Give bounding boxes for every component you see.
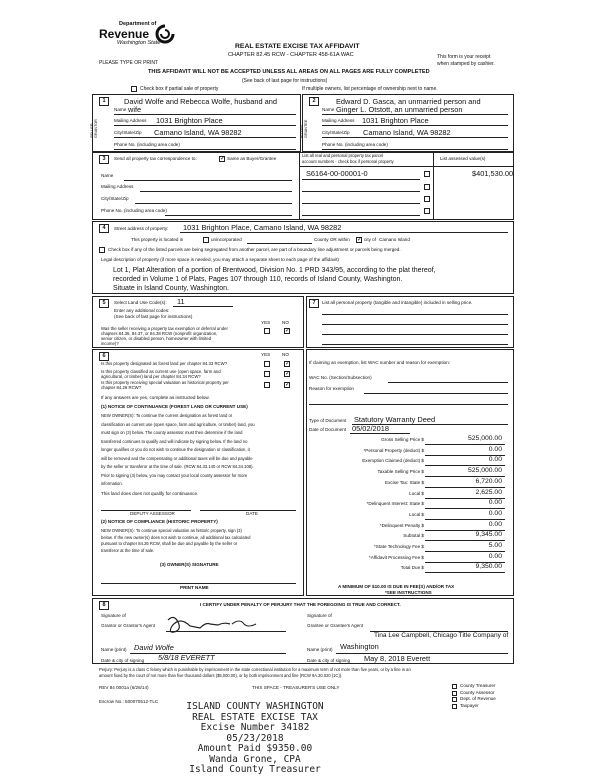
exemption-yes-checkbox[interactable] [264, 328, 270, 334]
if-any-yes-note: If any answers are yes, complete as instructed below. [101, 395, 210, 400]
continuance-line: Prior to signing (3) below, you may contact your local county assessor for more [101, 472, 248, 478]
section-7-number: 7 [309, 299, 319, 308]
same-as-buyer-checkbox[interactable]: ✓ [220, 156, 226, 162]
tax-row-value[interactable]: 0.00 [488, 456, 502, 464]
tax-row-value[interactable]: 0.00 [488, 445, 502, 453]
assessed-value-header: List assessed value(s) [440, 156, 486, 161]
dor-logo [97, 22, 187, 60]
seller-name-label: Name [114, 107, 127, 112]
forest-yes-checkbox[interactable] [264, 361, 270, 367]
receipt-line1: This form is your receipt [437, 54, 491, 60]
current-use-q2: agricultural, or timber) land per chapter 84.34 RCW? [101, 374, 201, 379]
escrow-number: Escrow No.: 500070512-TLC [99, 699, 159, 704]
continuance-line: NEW OWNER(S): To continue the current designation as forest land or [101, 413, 233, 418]
legal-description-label: Legal description of property (if more space is needed, you may attach a separate sheet to each page of the affidavit) [101, 257, 339, 262]
parcel-4-checkbox[interactable] [424, 208, 430, 214]
section-8-number: 8 [99, 601, 109, 610]
street-address[interactable]: 1031 Brighton Place, Camano Island, WA 98282 [183, 223, 342, 232]
reason-label: Reason for exemption [309, 386, 354, 391]
perjury-line1: Perjury: Perjury is a class C felony which is punishable by imprisonment in the state correctional institution for a maximum term of not more than five years, or by a fine in an [99, 667, 411, 672]
print-note: PLEASE TYPE OR PRINT [99, 60, 159, 66]
continuance-line: longer qualifies or you do not wish to continue the designation or classification, it [101, 447, 250, 452]
copy-label: Dept. of Revenue [460, 696, 496, 701]
sec5-no-label: NO [282, 320, 289, 325]
legal-line2[interactable]: recorded in Volume 1 of Plats, Pages 107 through 110, records of Island County, Washington. [113, 276, 403, 283]
doc-type[interactable]: Statutory Warranty Deed [354, 415, 436, 424]
stamp-treasurer-title: Island County Treasurer [189, 764, 321, 775]
compliance-title: (2) NOTICE OF COMPLIANCE (HISTORIC PROPERTY) [101, 519, 218, 524]
assessed-value[interactable]: $401,530.00 [472, 169, 514, 178]
buyer-name-line2[interactable]: Ginger L. Otstott, an unmarried person [336, 105, 463, 114]
historic-q2: chapter 84.26 RCW? [101, 385, 142, 390]
seller-name-line2[interactable]: wife [128, 105, 142, 114]
legal-line1[interactable]: Lot 1, Plat Alteration of a portion of Brentwood, Division No. 1 PRD 343/95, according to the plat thereof, [113, 267, 436, 274]
seller-side-label: SELLER GRANTOR [90, 119, 98, 138]
seller-city-label: City/State/Zip [114, 130, 142, 135]
send-correspondence-label: Send all property tax correspondence to: [114, 156, 197, 161]
continuance-line: classification as current use (open space, farm and agriculture, or timber) land, you [101, 421, 255, 427]
section-1-number: 1 [99, 97, 109, 106]
grantor-date-city-label: Date & city of signing [101, 658, 145, 663]
parcel-list-header-2: account numbers - check box if personal property [302, 159, 394, 164]
multiple-owners-note: If multiple owners, list percentage of ownership next to name. [302, 86, 438, 92]
stamp-treasurer-name: Wanda Grone, CPA [209, 753, 301, 765]
treasurer-stamp [180, 702, 330, 776]
copy-label: Taxpayer [460, 702, 479, 708]
stamp-date: 05/23/2018 [226, 732, 284, 744]
grantee-signature-of: Signature of [307, 613, 332, 618]
city-of-label: city of [364, 237, 376, 242]
tax-table [309, 436, 508, 576]
copy-checkbox[interactable] [452, 704, 457, 709]
city-of-value[interactable]: Camano Island [379, 237, 410, 242]
forest-no-checkbox[interactable]: ✓ [285, 361, 291, 367]
same-as-buyer-label: Same as Buyer/Grantee [227, 156, 277, 161]
grantor-signature-of: Signature of [101, 613, 126, 618]
land-use-see-back: (See back of last page for instructions) [114, 314, 193, 319]
compliance-line: NEW OWNER(S): To continue special valuation as historic property, sign (3) [101, 528, 242, 533]
historic-q1: Is this property receiving special valuation as historical property per [101, 380, 229, 385]
print-name-label: PRINT NAME [180, 585, 209, 590]
exemption-q-line3: senior citizen, or disabled person, homeowner with limited [101, 336, 212, 341]
copy-label: County Treasurer [460, 683, 496, 688]
section-3-number: 3 [99, 155, 109, 164]
copy-distribution-list [452, 684, 522, 718]
seller-mailing-label: Mailing Address [114, 118, 147, 123]
tax-row-label: *Personal Property (deduct) $ [363, 447, 424, 453]
tax-row-value[interactable]: 5.00 [488, 542, 502, 549]
buyer-mailing[interactable]: 1031 Brighton Place [362, 116, 429, 125]
receipt-line2: when stamped by cashier. [437, 61, 495, 67]
tax-row-label: Taxable Selling Price $ [377, 469, 424, 475]
exemption-q-line4: income)? [101, 341, 119, 346]
grantee-agent-name[interactable]: Tina Lee Campbell, Chicago Title Company of [374, 632, 509, 639]
section-6-number: 6 [99, 352, 109, 361]
segregated-checkbox[interactable] [99, 247, 105, 253]
section-4-number: 4 [99, 224, 109, 233]
compliance-line: below. If the new owner(s) does not wish to continue, all additional tax calculated [101, 534, 251, 540]
perjury-line2: amount fixed by the court of not more than five thousand dollars ($5,000.00), or by both imprisonment and fine (RCW 9A.20.020 (1C)). [99, 673, 343, 678]
tax-row-value[interactable]: 9,350.00 [475, 563, 502, 571]
tax-row-label: *Delinquent Interest: State $ [366, 501, 424, 507]
additional-codes-label: Enter any additional codes: [114, 308, 170, 313]
buyer-mailing-label: Mailing Address [322, 118, 355, 123]
grantee-name-print[interactable]: Washington [340, 642, 379, 651]
exemption-no-checkbox[interactable]: ✓ [285, 328, 291, 334]
continuance-title: (1) NOTICE OF CONTINUANCE (FOREST LAND OR CURRENT USE) [101, 404, 248, 409]
continuance-line: must sign on (3) below. The county assessor must then determine if the land [101, 430, 243, 435]
compliance-line: pursuant to chapter 84.26 RCW, shall be due and payable by the seller or [101, 541, 238, 546]
copy-checkbox[interactable] [452, 684, 457, 689]
see-back-note: (See back of last page for instructions) [242, 78, 328, 84]
tax-row-label: *Delinquent Penalty $ [379, 522, 424, 528]
personal-property-label: List all personal property (tangible and intangible) included in selling price. [322, 300, 473, 305]
exemption-q-line2: chapters 84.36, 84.37, or 84.38 RCW (nonprofit organization, [101, 331, 218, 336]
minimum-fee-line1: A MINIMUM OF $10.00 IS DUE IN FEE(S) AND/OR TAX [338, 584, 455, 589]
grantee-date-city-label: Date & city of signing [307, 658, 351, 663]
tax-row-label: Local $ [409, 490, 424, 496]
buyer-city[interactable]: Camano Island, WA 98282 [363, 128, 451, 137]
tax-row-label: Total Due $ [400, 565, 424, 571]
copy-label: County Assessor [460, 689, 495, 695]
seller-phone-label: Phone No. (including area code) [114, 142, 180, 147]
copy-checkbox[interactable] [452, 691, 457, 696]
sec3-city-label: City/State/Zip [101, 196, 129, 201]
compliance-line: transferor at the time of sale. [101, 547, 155, 553]
tax-row-label: Exemption Claimed (deduct) $ [362, 458, 424, 464]
tax-row-value[interactable]: 0.00 [488, 499, 502, 507]
tax-row-value[interactable]: 525,000.00 [467, 435, 502, 442]
partial-sale-checkbox[interactable] [131, 86, 137, 92]
grantee-date-city[interactable]: May 8, 2018 Everett [364, 654, 431, 663]
rev-number: REV 84 0001a (6/26/14) [99, 685, 149, 690]
claim-exemption-label: If claiming an exemption, list WAC number and reason for exemption: [309, 360, 451, 365]
sec3-name-label: Name [101, 173, 114, 178]
stamp-excise-number: Excise Number 34182 [200, 722, 310, 733]
sec3-mailing-label: Mailing Address [101, 184, 134, 189]
sec6-no-label: NO [282, 352, 289, 357]
continuance-line: by the seller or transferor at the time of sale. (RCW 84.33.140 or RCW 84.34.108). [101, 464, 254, 469]
agency-state: Washington State [117, 40, 161, 46]
minimum-fee-line2: *SEE INSTRUCTIONS [385, 590, 432, 595]
continuance-line: will be removed and the compensating or additional taxes will be due and payable [101, 455, 253, 461]
tax-row-value[interactable]: 525,000.00 [467, 467, 502, 475]
buyer-name-label: Name [322, 107, 335, 112]
doc-date[interactable]: 05/02/2018 [352, 424, 389, 433]
grantor-name-print-label: Name (print) [101, 647, 127, 652]
buyer-side-label: BUYER GRANTEE [300, 119, 308, 138]
tax-row-label: Subtotal $ [403, 533, 424, 539]
grantor-name-print[interactable]: David Wolfe [134, 643, 174, 652]
unincorporated-checkbox[interactable] [203, 237, 209, 243]
forest-question: Is this property designated as forest land per chapter 84.33 RCW? [101, 361, 228, 366]
qualify-note: This land does does not qualify for continuance. [101, 491, 199, 496]
buyer-phone-label: Phone No. (including area code) [322, 142, 388, 147]
unincorporated-label: unincorporated [211, 237, 242, 242]
partial-sale-label: Check box if partial sale of property [140, 86, 219, 92]
tax-row-label: *State Technology Fee $ [374, 544, 424, 549]
located-in-label: This property is located in [131, 237, 184, 242]
agency-name: Revenue [99, 27, 150, 41]
grantor-date-city[interactable]: 5/8/18 EVERETT [158, 653, 215, 662]
tax-row-label: *Affidavit Processing Fee $ [368, 554, 424, 560]
parcel-list-header-1: List all real and personal property tax parcel [302, 153, 384, 158]
city-of-checkbox[interactable]: ✓ [357, 237, 363, 243]
legal-line3[interactable]: Situate in Island County, Washington. [113, 285, 229, 292]
tax-row-label: Gross Selling Price $ [381, 437, 424, 442]
deputy-date-label: DATE [246, 511, 258, 516]
street-address-label: Street address of property: [114, 226, 169, 231]
tax-row-value[interactable]: 6,720.00 [475, 477, 502, 485]
buyer-name-line1[interactable]: Edward D. Gasca, an unmarried person and [336, 97, 481, 106]
continuance-line: transferred continues to qualify and will indicate by signing below. If the land no [101, 438, 248, 444]
owner-signature-label: (3) OWNER(S) SIGNATURE [160, 562, 219, 567]
doc-type-label: Type of Document [309, 418, 347, 423]
county-or-within-label: County OR within [314, 237, 350, 242]
section-2-number: 2 [309, 97, 319, 106]
tax-row-value[interactable]: 0.00 [488, 552, 502, 560]
agency-line1: Department of [119, 21, 157, 27]
tax-row-value[interactable]: 9,345.00 [475, 531, 502, 539]
sec6-yes-label: YES [261, 352, 271, 357]
sec3-phone-label: Phone No. (including area code) [101, 208, 167, 213]
grantor-agent-label: Grantor or Grantor's Agent [101, 623, 155, 628]
parcel-2-checkbox[interactable] [424, 184, 430, 190]
historic-no-checkbox[interactable]: ✓ [285, 382, 291, 388]
continuance-line: information. [101, 481, 123, 486]
copy-checkbox[interactable] [452, 697, 457, 702]
stamp-amount-paid: Amount Paid $9350.00 [197, 743, 313, 754]
tax-row-label: Local $ [409, 511, 424, 517]
parcel-number[interactable]: S6164-00-00001-0 [306, 169, 368, 178]
certify-statement: I CERTIFY UNDER PENALTY OF PERJURY THAT THE FOREGOING IS TRUE AND CORRECT. [200, 602, 401, 607]
form-title: REAL ESTATE EXCISE TAX AFFIDAVIT [235, 43, 360, 50]
tax-row-value[interactable]: 2,625.00 [475, 488, 502, 496]
land-use-label: Select Land Use Code(s): [114, 300, 167, 305]
grantee-agent-label: Grantee or Grantee's Agent [307, 623, 364, 628]
stamp-county: ISLAND COUNTY WASHINGTON [186, 701, 324, 712]
parcel-1-checkbox[interactable] [424, 171, 430, 177]
seller-mailing[interactable]: 1031 Brighton Place [156, 116, 223, 125]
parcel-3-checkbox[interactable] [424, 196, 430, 202]
historic-yes-checkbox[interactable] [264, 382, 270, 388]
tax-row-label: Excise Tax: State $ [385, 479, 424, 485]
current-use-q1: Is this property classified as current use (open space, farm and [101, 369, 221, 374]
current-use-yes-checkbox[interactable] [264, 371, 270, 377]
tax-row-value[interactable]: 0.00 [488, 520, 502, 528]
current-use-no-checkbox[interactable]: ✓ [285, 371, 291, 377]
form-chapter: CHAPTER 82.45 RCW - CHAPTER 458-61A WAC [228, 52, 354, 58]
land-use-code[interactable]: 11 [177, 297, 185, 306]
deputy-assessor-label: DEPUTY ASSESSOR [130, 511, 175, 516]
tax-row-value[interactable]: 0.00 [488, 509, 502, 517]
sec5-yes-label: YES [261, 320, 271, 325]
grantee-name-print-label: Name (print) [307, 647, 333, 652]
seller-name-line1[interactable]: David Wolfe and Rebecca Wolfe, husband and [124, 97, 277, 106]
stamp-tax-type: REAL ESTATE EXCISE TAX [192, 711, 318, 723]
wac-label: WAC No. (Section/Subsection) [309, 375, 372, 380]
exemption-q-line1: Was the seller receiving a property tax exemption or deferral under [101, 326, 228, 331]
warning-banner: THIS AFFIDAVIT WILL NOT BE ACCEPTED UNLESS ALL AREAS ON ALL PAGES ARE FULLY COMPLETED [148, 69, 430, 75]
section-5-number: 5 [99, 299, 109, 308]
doc-date-label: Date of Document [309, 427, 347, 432]
treasurer-only-label: THIS SPACE - TREASURER'S USE ONLY [252, 685, 340, 690]
segregated-note: Check box if any of the listed parcels are being segregated from another parcel, are part of a boundary line adjustment or parcels being merged. [108, 247, 401, 252]
buyer-city-label: City/State/Zip [322, 130, 350, 135]
seller-city[interactable]: Camano Island, WA 98282 [154, 128, 242, 137]
dor-swirl-icon [155, 24, 175, 44]
